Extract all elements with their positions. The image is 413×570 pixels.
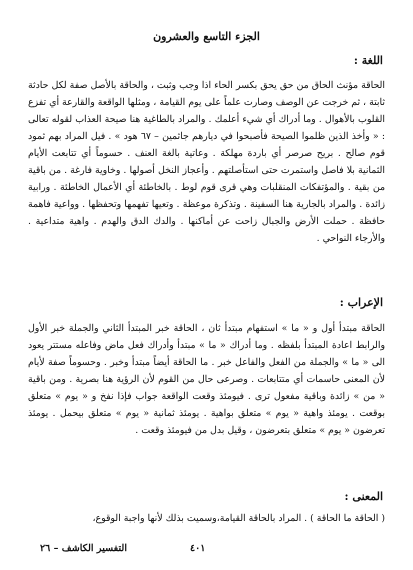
page-number: ٤٠١ bbox=[190, 543, 206, 554]
section-heading-irab: الإعراب : bbox=[339, 296, 383, 309]
section-heading-lugha: اللغة : bbox=[353, 54, 383, 67]
running-header: الجزء التاسع والعشرون bbox=[153, 30, 260, 43]
paragraph-lugha: الحاقة مؤنث الحاق من حق يحق بكسر الحاء اذا وجب وثبت ، والحاقة بالأصل صفة لكل حادثة ثابتة ، ثم خرجت عن الوصف وصارت علماً على يوم القيامة ، ومثلها الواقعة والقارعة أي تفزع القلوب بالأهوال . وما أدراك أي شيء أعلمك . والمراد بالطاغية هنا صيحة العذاب لقوله تعالى : « وأخذ الذين ظلموا الصيحة فأصبحوا في ديارهم جاثمين – ٦٧ هود » . فيل المراد بهم ثمود قوم صالح . بريح صرصر أي باردة مهلكة . وعاتية بالغة العنف . حسوماً أي تتابعت الأيام الثمانية بلا فاصل واستمرت حتى استأصلتهم . وأعجاز النخل أصولها . وخاوية فارغة . من باقية من بقية . والمؤتفكات المنقلبات وهي قرى قوم لوط . بالخاطئة أي الأعمال الخاطئة . ورابية زائدة . والمراد بالجارية هنا السفينة . وتذكرة موعظة . وتعيها تفهمها وتحفظها . وواعية فاهمة حافظة . حملت الأرض والجبال زاحت عن أماكنها . والدك الدق والهدم . واهية متداعية . والأرجاء النواحي . bbox=[28, 80, 385, 244]
paragraph-irab: الحاقة مبتدأ أول و « ما » استفهام مبتدأ ثان ، الحاقة خبر المبتدأ الثاني والجملة خبر الأول والرابط اعادة المبتدأ بلفظه . وما أدراك « ما » مبتدأ وأدراك فعل ماض وفاعله مستتر يعود الى « ما » والجملة من الفعل والفاعل خبر . ما الحاقة أيضاً مبتدأ وخبر . وحسوماً صفة لأيام لأن المعنى حاسمات أي متتابعات . وصرعى حال من القوم لأن الرؤية هنا بصرية . ومن باقية « من » زائدة وباقية مفعول ترى . فيومئذ وقعت الواقعة جواب فإذا نفخ و « يوم » متعلق بوقعت . يومئذ واهية « يوم » متعلق بواهية . يومئذ ثمانية « يوم » متعلق بيحمل . يومئذ تعرضون « يوم » متعلق بتعرضون ، وقيل بدل من فيومئذ وقعت . bbox=[28, 323, 385, 436]
footer-book-title: التفسير الكاشف – ٢٦ bbox=[40, 543, 127, 554]
paragraph-maana: ( الحاقة ما الحاقة ) . المراد بالحاقة القيامة،وسميت بذلك لأنها واجبة الوقوع، bbox=[92, 513, 385, 524]
page-footer bbox=[0, 543, 413, 559]
section-heading-maana: المعنى : bbox=[344, 490, 383, 503]
